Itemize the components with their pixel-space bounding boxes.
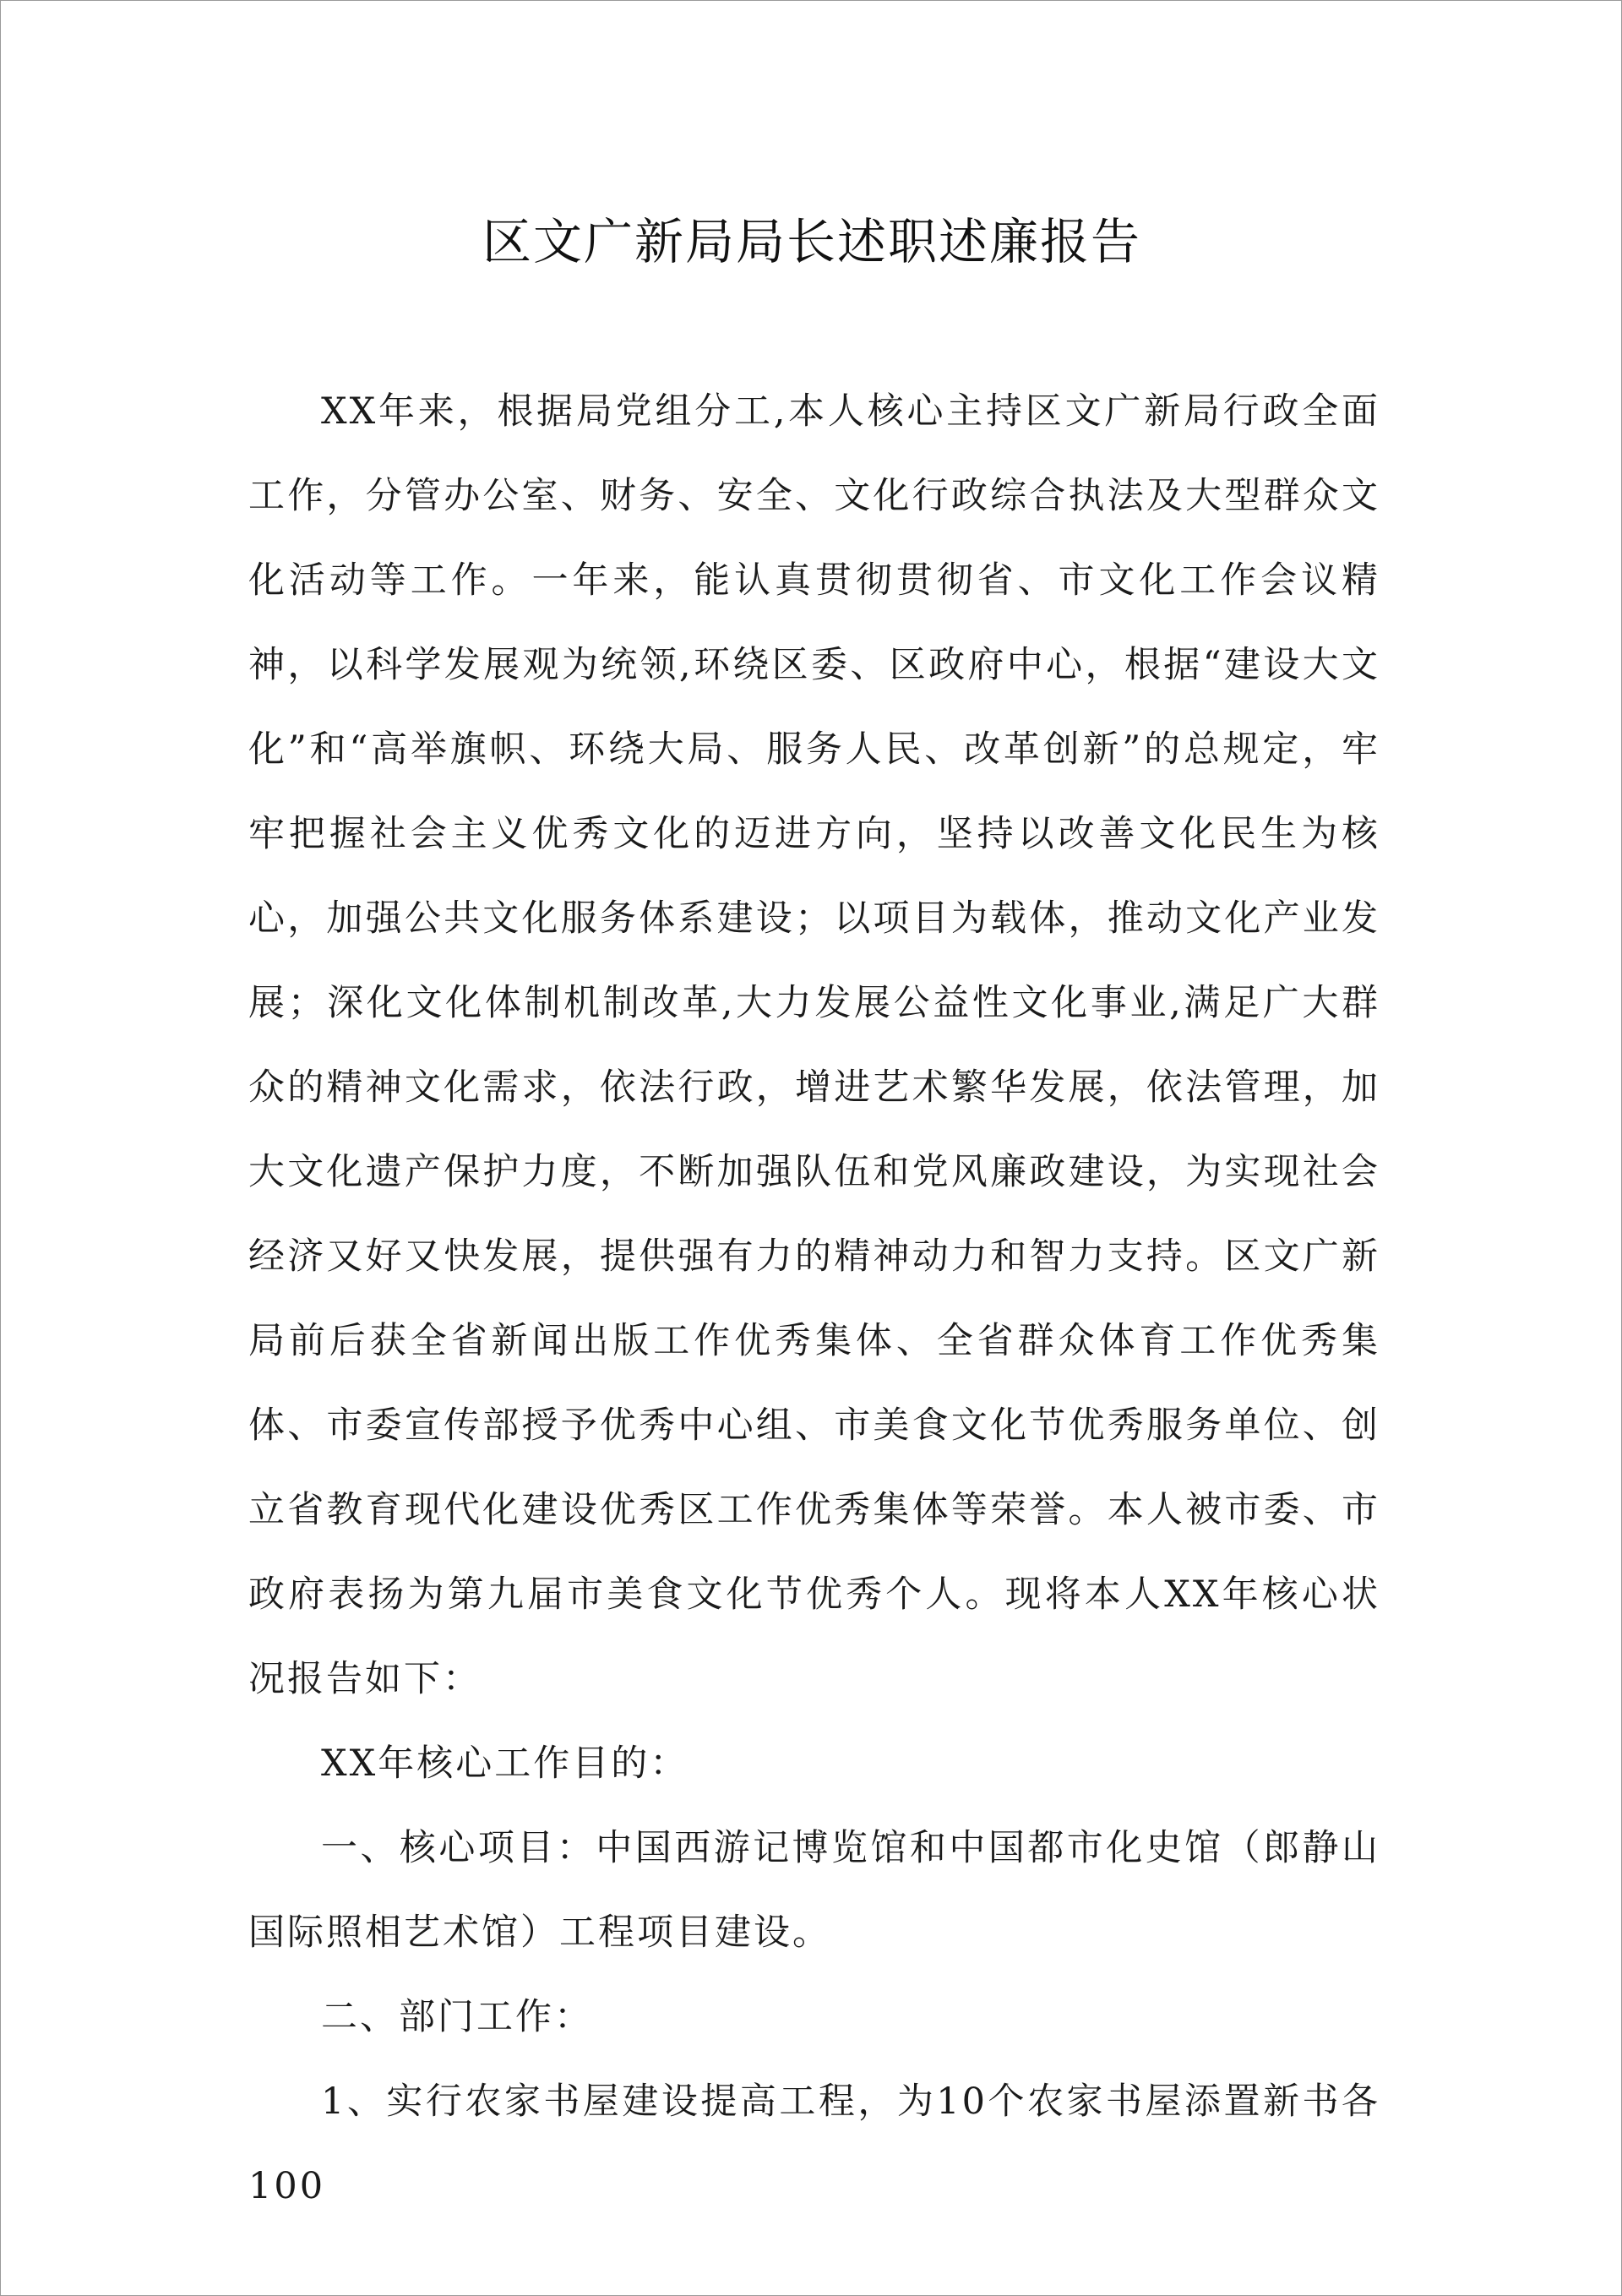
document-title: 区文广新局局长述职述廉报告 — [482, 213, 1141, 270]
paragraph-key-projects: 一、核心项目：中国西游记博览馆和中国都市化史馆（郎静山国际照相艺术馆）工程项目建设。 — [248, 1827, 1380, 1954]
paragraph-item-1: 1、实行农家书屋建设提高工程，为10个农家书屋添置新书各100 — [248, 2081, 1380, 2207]
paragraph-goals-heading: XX年核心工作目的： — [321, 1742, 689, 1785]
paragraph-intro: XX年来，根据局党组分工,本人核心主持区文广新局行政全面工作，分管办公室、财务、安全、文化行政综合执法及大型群众文化活动等工作。一年来，能认真贯彻贯彻省、市文化工作会议精神，以科学发展观为统领,环绕区委、区政府中心，根据“建设大文化”和“高举旗帜、环绕大局、服务人民、改革创新”的总规定，牢牢把握社会主义优秀文化的迈进方向，坚持以改善文化民生为核心，加强公共文化服务体系建设；以项目为载体，推动文化产业发展；深化文化体制机制改革,大力发展公益性文化事业,满足广大群众的精神文化需求，依法行政，增进艺术繁华发展，依法管理，加大文化遗产保护力度，不断加强队伍和党风廉政建设，为实现社会经济又好又快发展，提供强有力的精神动力和智力支持。区文广新局前后获全省新闻出版工作优秀集体、全省群众体育工作优秀集体、市委宣传部授予优秀中心组、市美食文化节优秀服务单位、创立省教育现代化建设优秀区工作优秀集体等荣誉。本人被市委、市政府表扬为第九届市美食文化节优秀个人。现将本人XX年核心状况报告如下： — [248, 390, 1380, 1700]
paragraph-department-heading: 二、部门工作： — [321, 1996, 593, 2038]
document-body — [248, 369, 1380, 2228]
